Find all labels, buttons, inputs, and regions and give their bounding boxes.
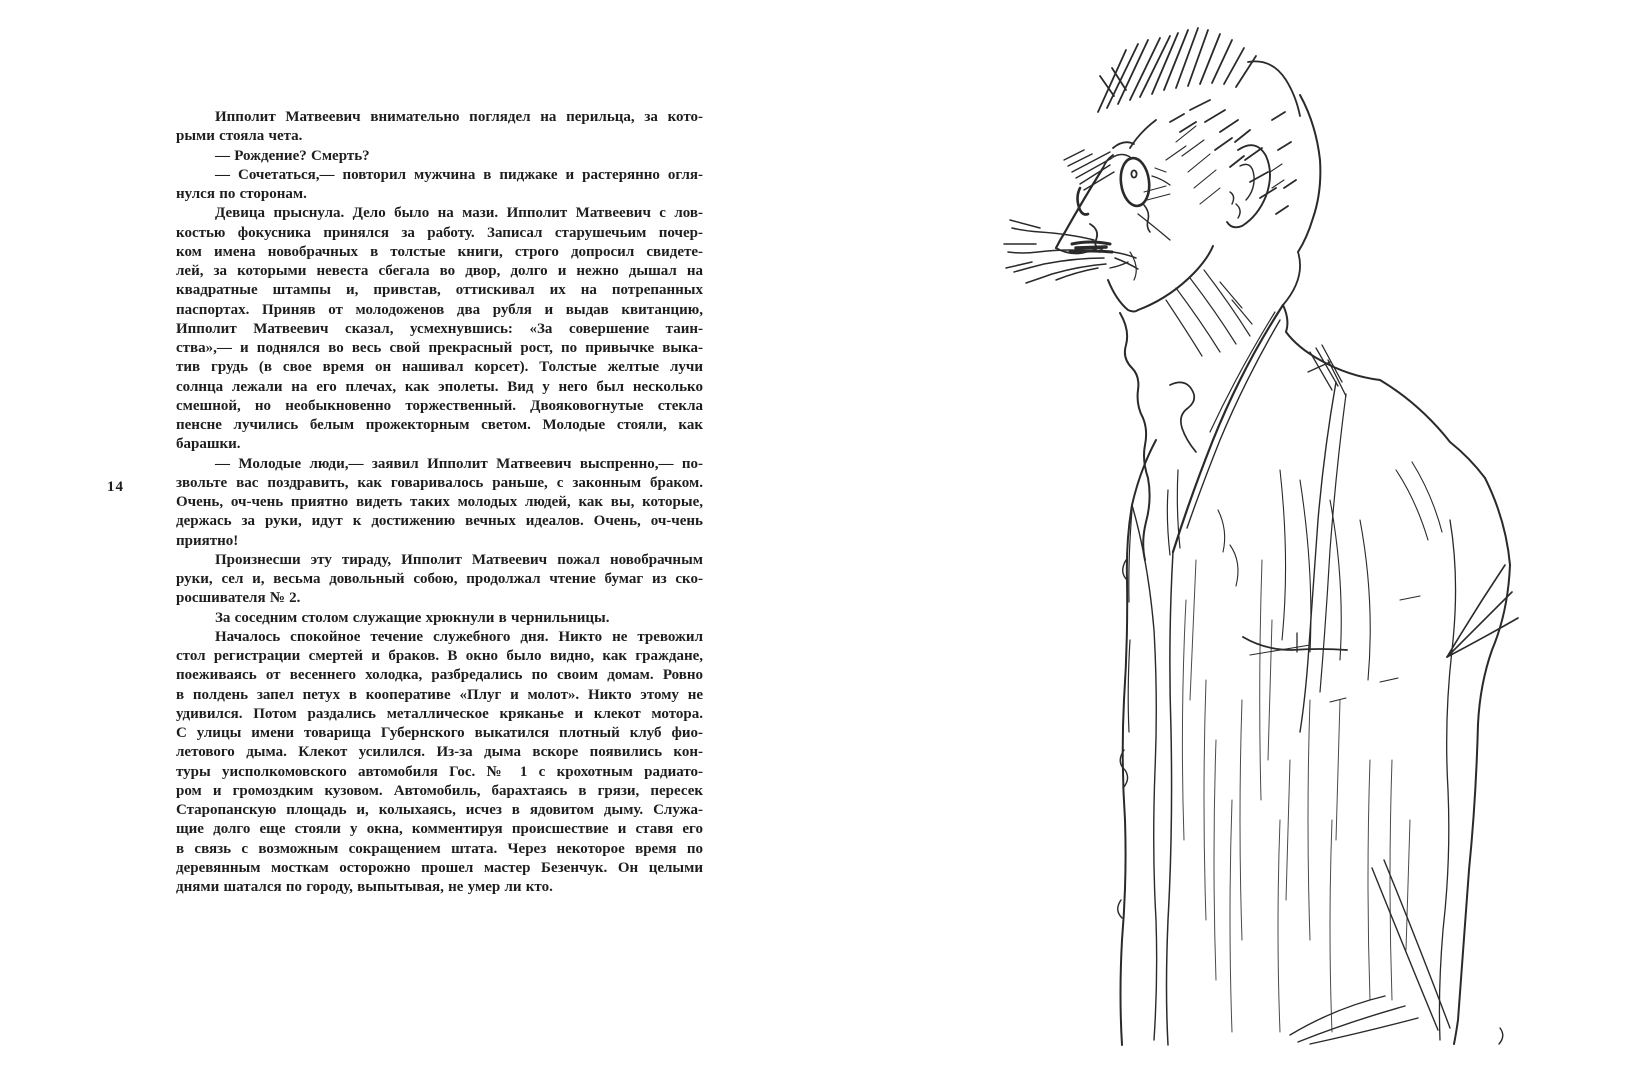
text-line: тив грудь (в свое время он нашивал корсет). Толстые желтые лучи bbox=[176, 359, 703, 376]
text-line: — Молодые люди,— заявил Ипполит Матвеевич выспренно,— по- bbox=[215, 455, 703, 472]
text-line: ром и громоздким кузовом. Автомобиль, барахтаясь в грязи, пересек bbox=[176, 782, 703, 799]
text-line: туры уисполкомовского автомобиля Гос. № 1 с крохотным радиато- bbox=[176, 763, 703, 780]
mustache bbox=[1004, 220, 1138, 283]
torso-sketch-strokes bbox=[1182, 560, 1410, 1032]
body-text bbox=[176, 108, 703, 897]
face bbox=[1004, 120, 1220, 312]
ear bbox=[1227, 145, 1284, 227]
text-line: пенсне лучились белым прожекторным светом. Молодые стояли, как bbox=[176, 417, 703, 433]
text-line: звольте вас поздравить, как говаривалось раньше, с законным браком. bbox=[176, 474, 703, 491]
text-line: ства»,— и поднялся во весь свой прекрасный рост, по привычке выка- bbox=[176, 340, 703, 356]
text-line: удивился. Потом раздались металлическое кряканье и клекот мотора. bbox=[176, 705, 703, 722]
text-line: нулся по сторонам. bbox=[176, 186, 307, 202]
text-line: квадратные штампы и, привстав, оттискивал их на потрепанных bbox=[176, 282, 703, 299]
text-line: держась за руки, идут к достижению вечных идеалов. Очень, оч-чень bbox=[176, 513, 703, 530]
text-line: росшивателя № 2. bbox=[176, 590, 301, 607]
text-line: ком имена новобрачных в толстые книги, строго допросил свидете- bbox=[176, 243, 703, 260]
text-line: смешной, но необыкновенно торжественный. Двояковогнутые стекла bbox=[176, 397, 703, 414]
shirt-collar bbox=[1167, 382, 1196, 555]
text-line: рыми стояла чета. bbox=[176, 128, 303, 145]
eye-pupil bbox=[1131, 170, 1136, 177]
text-line: летового дыма. Клекот усилился. Из-за дыма вскоре появились кон- bbox=[176, 744, 703, 761]
text-line: руки, сел и, весьма довольный собою, продолжал чтение бумаг из ско- bbox=[176, 571, 703, 587]
text-line: паспортах. Приняв от молодоженов два рубля и выдав квитанцию, bbox=[176, 301, 703, 318]
text-line: С улицы имени товарища Губернского выкатился плотный клуб фио- bbox=[176, 725, 703, 741]
page-number: 14 bbox=[107, 479, 124, 495]
text-line: Очень, оч-чень приятно видеть таких молодых людей, как вы, которые, bbox=[176, 494, 703, 510]
text-line: Старопанскую площадь и, колыхаясь, исчез в ядовитом дыму. Служа- bbox=[176, 802, 703, 818]
text-line: лей, за которыми невеста сбегала во двор, долго и нежно дышал на bbox=[176, 263, 703, 279]
text-line: в полдень запел петух в кооперативе «Плуг и молот». Никто этому не bbox=[176, 686, 703, 703]
text-line: в связь с возможным сокращением штата. Через некоторое время по bbox=[176, 840, 703, 857]
text-line: Девица прыснула. Дело было на мази. Ипполит Матвеевич с лов- bbox=[215, 205, 703, 222]
text-line: барашки. bbox=[176, 436, 241, 453]
breast-pocket bbox=[1243, 633, 1347, 655]
text-line: За соседним столом служащие хрюкнули в чернильницы. bbox=[215, 609, 610, 626]
text-line: приятно! bbox=[176, 532, 239, 549]
text-line: костью фокусника принялся за работу. Записал старушечьим почер- bbox=[176, 224, 703, 241]
text-line: — Сочетаться,— повторил мужчина в пиджаке и растерянно огля- bbox=[215, 166, 703, 183]
text-line: днями шатался по городу, выпытывая, не умер ли кто. bbox=[176, 879, 553, 895]
text-line: деревянным мосткам осторожно прошел мастер Безенчук. Он целыми bbox=[176, 859, 703, 876]
jacket bbox=[1118, 305, 1518, 1045]
neck bbox=[1120, 252, 1300, 560]
text-line: солнца лежали на его плечах, как эполеты. Вид у него был несколько bbox=[176, 378, 703, 395]
text-line: поеживаясь от весеннего холодка, разбредались по своим домам. Ровно bbox=[176, 667, 703, 684]
text-line: стол регистрации смертей и браков. В окно было видно, как граждане, bbox=[176, 648, 703, 664]
text-line: щие долго еще стояли у окна, комментируя происшествие и ставя его bbox=[176, 821, 703, 838]
text-line: — Рождение? Смерть? bbox=[215, 147, 370, 164]
text-line: Произнесши эту тираду, Ипполит Матвеевич пожал новобрачным bbox=[215, 551, 703, 568]
text-line: Ипполит Матвеевич внимательно поглядел на перильца, за кото- bbox=[215, 109, 703, 125]
text-line: Ипполит Матвеевич сказал, усмехнувшись: «За совершение таин- bbox=[176, 320, 703, 337]
hair bbox=[1098, 28, 1320, 252]
sleeve-creases bbox=[1290, 860, 1503, 1044]
text-line: Началось спокойное течение служебного дня. Никто не тревожил bbox=[215, 628, 703, 645]
vorobyaninov-caricature-illustration bbox=[980, 0, 1540, 1080]
